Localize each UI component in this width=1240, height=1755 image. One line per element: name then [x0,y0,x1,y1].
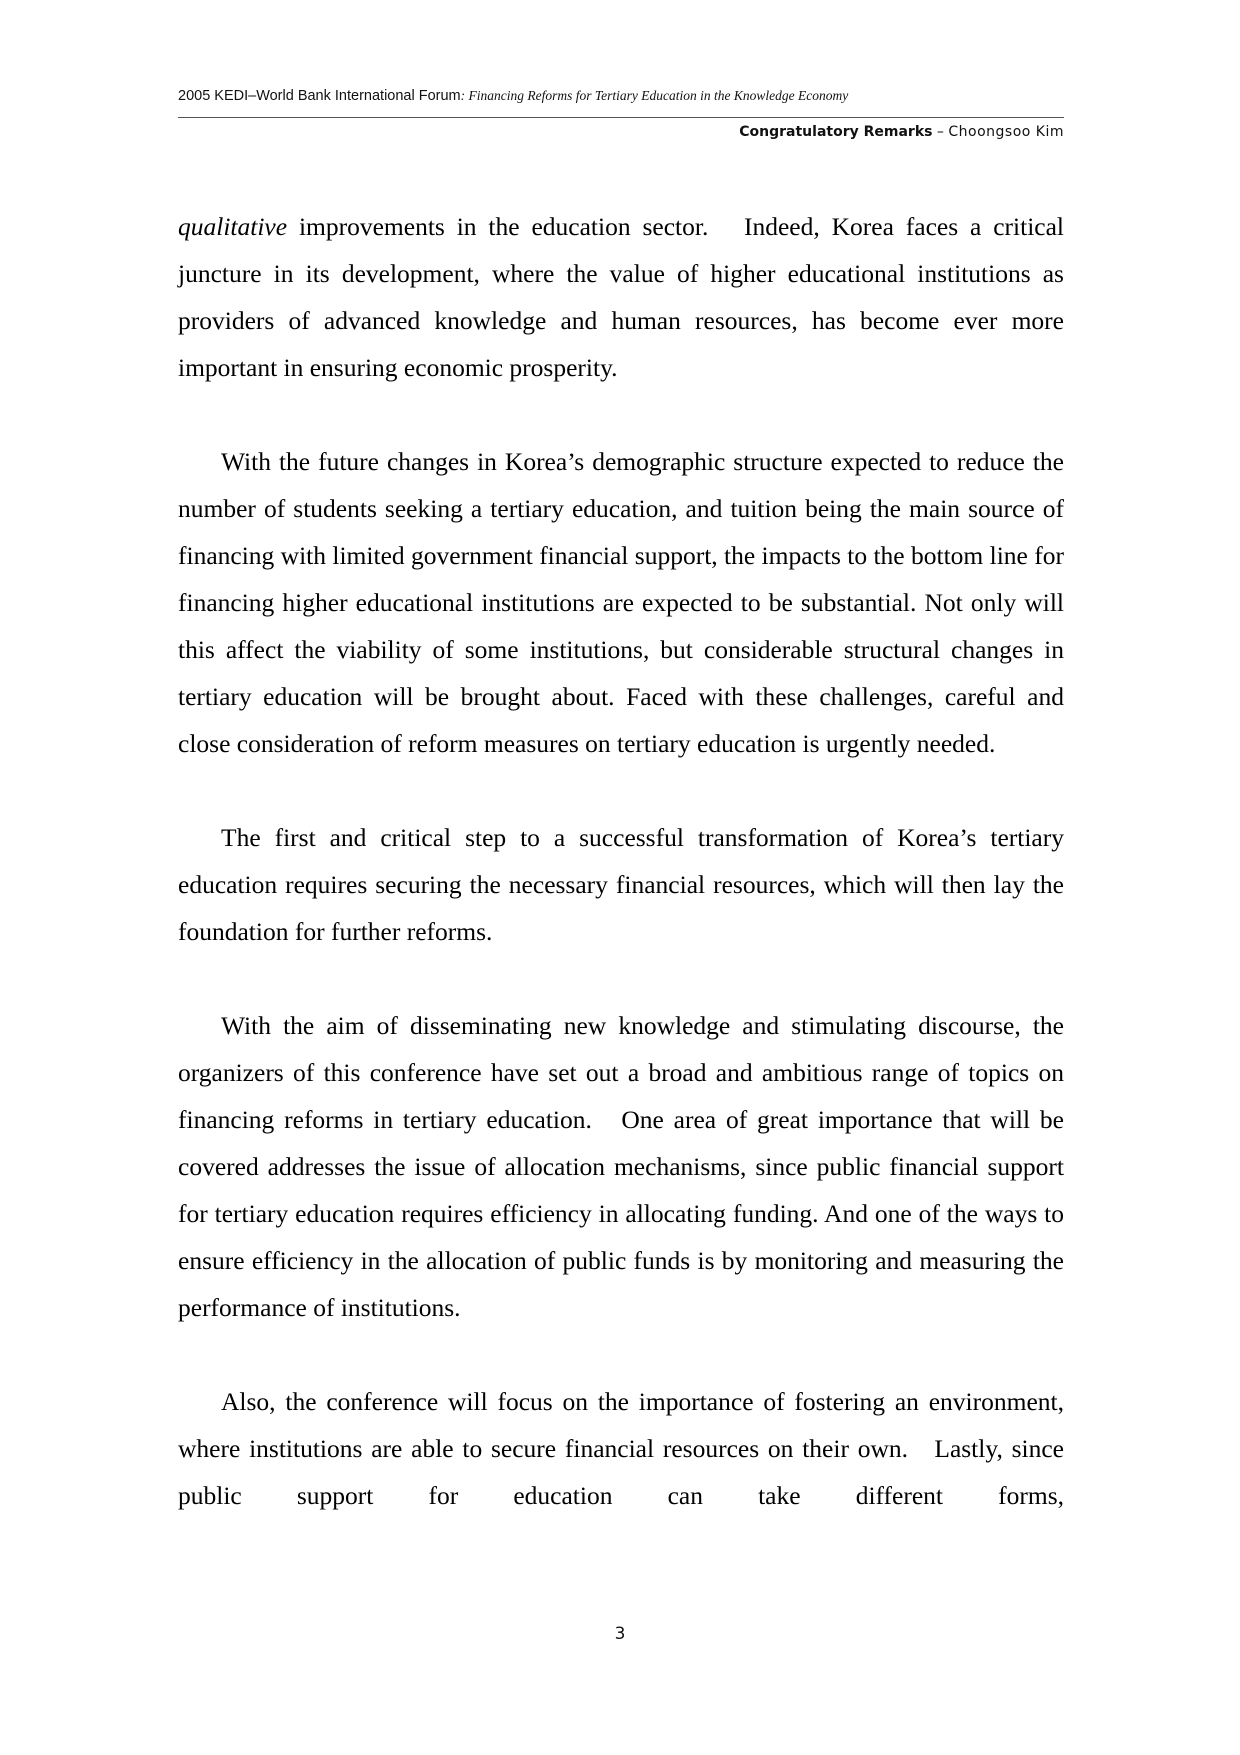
paragraph-3: The first and critical step to a successful transformation of Korea’s tertiary education requires securing the necessary financial resources, which will then lay the foundation for further reforms. [178,823,1064,946]
forum-title: 2005 KEDI–World Bank International Forum [178,88,461,104]
paragraph-1-text: improvements in the education sector. Indeed, Korea faces a critical juncture in its development, where the value of higher educational institutions as providers of advanced knowledge and human resources, has become ever more important in ensuring economic prosperity. [178,212,1071,382]
section-title: Congratulatory Remarks [739,124,933,140]
document-body [178,203,1071,1566]
forum-subtitle: : Financing Reforms for Tertiary Education in the Knowledge Economy [460,88,849,103]
running-header-title [178,86,1064,106]
section-separator: – [932,124,949,140]
paragraph-5: Also, the conference will focus on the importance of fostering an environment, where institutions are able to secure financial resources on their own. Lastly, since public support for education can take different forms, [178,1387,1071,1510]
running-header-section [178,122,1064,142]
page-number: 3 [614,1624,626,1644]
header-divider [178,117,1064,118]
author-name: Choongsoo Kim [948,124,1064,140]
page-header [178,86,1064,142]
paragraph-4: With the aim of disseminating new knowledge and stimulating discourse, the organizers of this conference have set out a broad and ambitious range of topics on financing reforms in tertiary education. One area of great importance that will be covered addresses the issue of allocation mechanisms, since public financial support for tertiary education requires efficiency in allocating funding. And one of the ways to ensure efficiency in the allocation of public funds is by monitoring and measuring the performance of institutions. [178,1011,1071,1322]
paragraph-2: With the future changes in Korea’s demographic structure expected to reduce the number of students seeking a tertiary education, and tuition being the main source of financing with limited government financial support, the impacts to the bottom line for financing higher educational institutions are expected to be substantial. Not only will this affect the viability of some institutions, but considerable structural changes in tertiary education will be brought about. Faced with these challenges, careful and close consideration of reform measures on tertiary education is urgently needed. [178,447,1064,758]
paragraph-1 [178,203,1071,391]
italic-lead-word: qualitative [178,212,288,241]
